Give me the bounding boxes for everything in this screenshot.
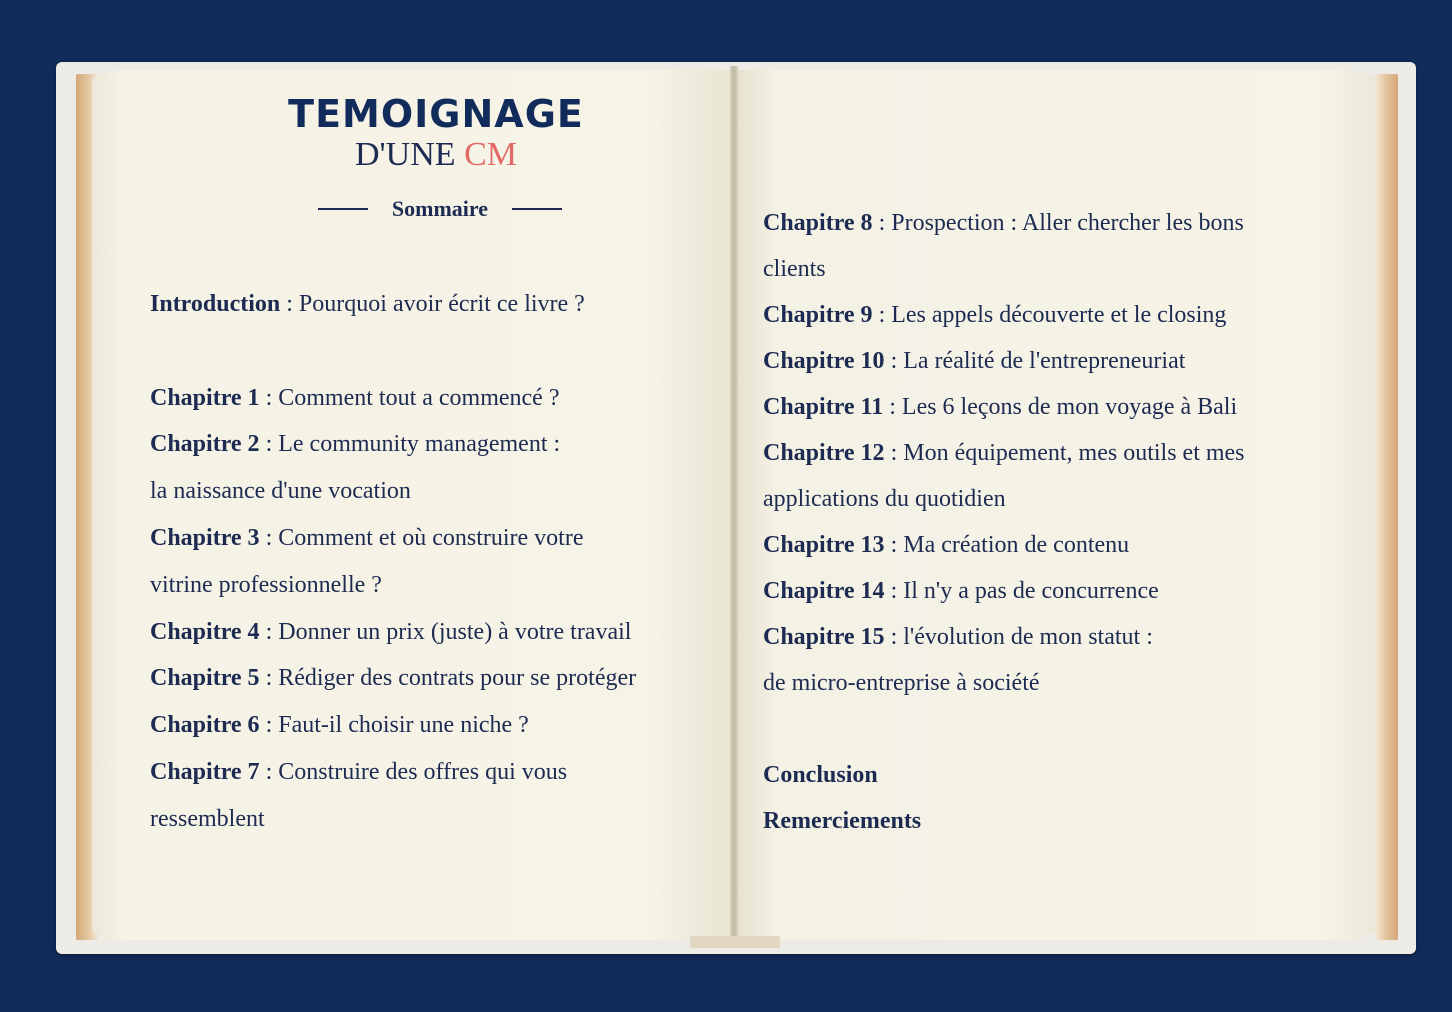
- toc-entry-label: Chapitre 13: [763, 532, 885, 558]
- book-spine: [690, 936, 780, 948]
- toc-entry-continuation: vitrine professionnelle ?: [150, 572, 382, 598]
- toc-entry-text: : Construire des offres qui vous: [259, 759, 568, 785]
- toc-entry: [150, 619, 631, 646]
- right-page-edges: [1376, 74, 1398, 940]
- toc-entry: [150, 525, 584, 552]
- toc-entry: [763, 578, 1159, 605]
- toc-entry-text: : La réalité de l'entrepreneuriat: [884, 348, 1186, 374]
- toc-entry-label: Chapitre 7: [150, 759, 260, 785]
- sommaire-heading: [318, 196, 562, 222]
- toc-entry: [763, 210, 1244, 237]
- toc-entry: [150, 712, 529, 739]
- toc-entry-label: Chapitre 12: [763, 440, 885, 466]
- toc-entry-text: : l'évolution de mon statut :: [884, 624, 1153, 650]
- toc-entry-label: Remerciements: [763, 808, 922, 834]
- book-subtitle: [286, 136, 586, 174]
- toc-entry-label: Chapitre 10: [763, 348, 885, 374]
- toc-entry-label: Chapitre 4: [150, 619, 260, 645]
- toc-entry: [763, 624, 1153, 651]
- subtitle-prefix: D'UNE: [355, 136, 456, 173]
- toc-entry-continuation: de micro-entreprise à société: [763, 670, 1040, 696]
- toc-entry-label: Chapitre 14: [763, 578, 885, 604]
- toc-entry: [763, 532, 1129, 559]
- toc-entry-text: : Il n'y a pas de concurrence: [884, 578, 1159, 604]
- toc-entry-label: Chapitre 6: [150, 712, 260, 738]
- toc-entry-continuation: la naissance d'une vocation: [150, 478, 411, 504]
- toc-entry: [150, 759, 567, 786]
- toc-entry-label: Chapitre 9: [763, 302, 873, 328]
- book-gutter: [730, 66, 738, 944]
- toc-entry-label: Chapitre 1: [150, 385, 260, 411]
- toc-entry-text: : Comment et où construire votre: [259, 525, 584, 551]
- sommaire-rule-right: [512, 208, 562, 210]
- toc-entry: [763, 394, 1237, 421]
- toc-entry-label: Conclusion: [763, 762, 878, 788]
- toc-entry: [150, 665, 636, 692]
- toc-entry-label: Chapitre 2: [150, 431, 260, 457]
- toc-entry-text: : Mon équipement, mes outils et mes: [884, 440, 1245, 466]
- toc-entry-label: Chapitre 15: [763, 624, 885, 650]
- toc-entry-continuation: applications du quotidien: [763, 486, 1006, 512]
- toc-entry-text: : Prospection : Aller chercher les bons: [872, 210, 1244, 236]
- toc-entry-label: Introduction: [150, 291, 281, 317]
- toc-entry-text: : Ma création de contenu: [884, 532, 1130, 558]
- toc-entry: [150, 291, 585, 318]
- toc-entry-text: : Faut-il choisir une niche ?: [259, 712, 529, 738]
- toc-entry-label: Chapitre 11: [763, 394, 884, 420]
- toc-entry-continuation: ressemblent: [150, 806, 265, 832]
- toc-entry: [150, 431, 560, 458]
- book-title: TEMOIGNAGE: [288, 92, 584, 136]
- toc-entry: [763, 808, 921, 835]
- sommaire-label: Sommaire: [391, 196, 489, 221]
- sommaire-rule-left: [318, 208, 368, 210]
- toc-entry-label: Chapitre 8: [763, 210, 873, 236]
- toc-entry-text: : Le community management :: [259, 431, 561, 457]
- toc-entry-text: : Rédiger des contrats pour se protéger: [259, 665, 637, 691]
- toc-entry: [763, 348, 1185, 375]
- toc-entry: [150, 385, 559, 412]
- subtitle-accent: CM: [464, 136, 517, 173]
- toc-entry-label: Chapitre 3: [150, 525, 260, 551]
- toc-entry-label: Chapitre 5: [150, 665, 260, 691]
- toc-entry-continuation: clients: [763, 256, 826, 282]
- toc-entry-text: : Les appels découverte et le closing: [872, 302, 1227, 328]
- toc-entry: [763, 762, 878, 789]
- toc-entry-text: : Pourquoi avoir écrit ce livre ?: [280, 291, 585, 317]
- toc-entry: [763, 440, 1245, 467]
- toc-entry-text: : Donner un prix (juste) à votre travail: [259, 619, 632, 645]
- toc-entry-text: : Comment tout a commencé ?: [259, 385, 560, 411]
- toc-entry: [763, 302, 1226, 329]
- toc-entry-text: : Les 6 leçons de mon voyage à Bali: [883, 394, 1238, 420]
